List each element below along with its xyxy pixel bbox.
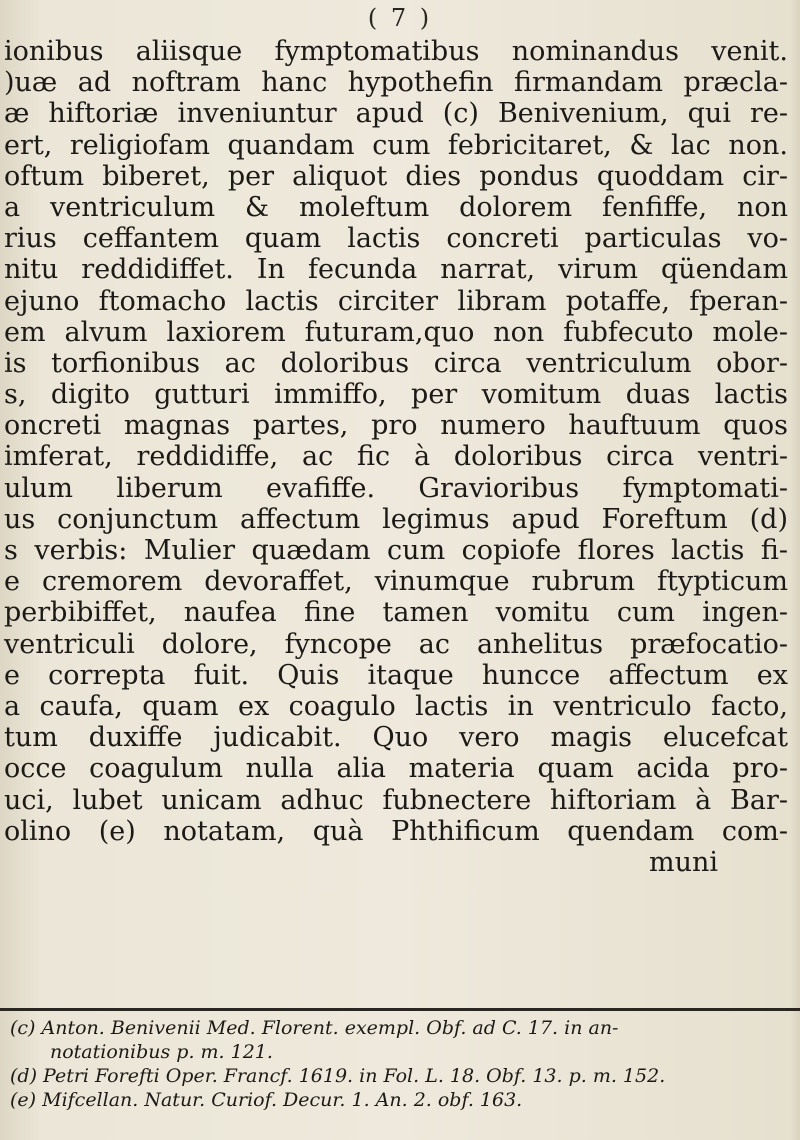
text-line: a caufa, quam ex coagulo lactis in ventriculo facto, [4,690,788,722]
text-line: oncreti magnas partes, pro numero hauftuum quos [4,410,788,442]
body-text [0,36,800,878]
text-line: ionibus aliisque fymptomatibus nominandus venit. [4,36,788,67]
footnote-d: (d) Petri Forefti Oper. Francf. 1619. in Fol. L. 18. Obf. 13. p. m. 152. [10,1065,666,1087]
text-line: occe coagulum nulla alia materia quam acida pro- [4,753,788,785]
text-line: olino (e) notatam, quà Phthificum quendam com- [4,815,788,847]
text-line: uci, lubet unicam adhuc fubnectere hiftoriam à Bar- [4,784,788,816]
text-line: imferat, reddidiffe, ac fic à doloribus circa ventri- [4,441,788,473]
text-line: us conjunctum affectum legimus apud Foreftum (d) [4,503,788,535]
text-line: )uæ ad noftram hanc hypothefin firmandam præcla- [4,67,788,99]
text-line: ventriculi dolore, fyncope ac anhelitus præfocatio- [4,628,788,660]
page-number: ( 7 ) [367,4,433,32]
footnote-c-continued: notationibus p. m. 121. [50,1041,273,1063]
text-line: æ hiftoriæ inveniuntur apud (c) Benivenium, qui re- [4,98,788,130]
footnotes [0,1016,800,1112]
text-line: s verbis: Mulier quædam cum copiofe flores lactis fi- [4,535,788,566]
footnote-rule [0,1008,800,1011]
text-line: ulum liberum evafiffe. Gravioribus fymptomati- [4,472,788,504]
text-line: perbibiffet, naufea fine tamen vomitu cum ingen- [4,597,788,629]
text-line: em alvum laxiorem futuram,quo non fubfecuto mole- [4,316,788,348]
text-line: e correpta fuit. Quis itaque huncce affectum ex [4,659,788,691]
text-line: a ventriculum & moleftum dolorem fenfiffe, non [4,191,788,223]
text-line: s, digito gutturi immiffo, per vomitum duas lactis [4,379,788,411]
text-line: tum duxiffe judicabit. Quo vero magis elucefcat [4,722,788,754]
text-line: ert, religiofam quandam cum febricitaret, & lac non. [4,129,788,161]
text-line: ejuno ftomacho lactis circiter libram potaffe, fperan- [4,285,788,317]
text-line: nitu reddidiffet. In fecunda narrat, virum qüendam [4,254,788,286]
text-line: oftum biberet, per aliquot dies pondus quoddam cir- [4,160,788,192]
text-line: e cremorem devoraffet, vinumque rubrum ftypticum [4,566,788,598]
text-line: rius ceffantem quam lactis concreti particulas vo- [4,223,788,255]
text-line: is torfionibus ac doloribus circa ventriculum obor- [4,347,788,379]
footnote-e: (e) Mifcellan. Natur. Curiof. Decur. 1. An. 2. obf. 163. [10,1089,523,1111]
catchword: muni [648,846,718,878]
footnote-c: (c) Anton. Benivenii Med. Florent. exempl. Obf. ad C. 17. in an- [10,1017,619,1039]
